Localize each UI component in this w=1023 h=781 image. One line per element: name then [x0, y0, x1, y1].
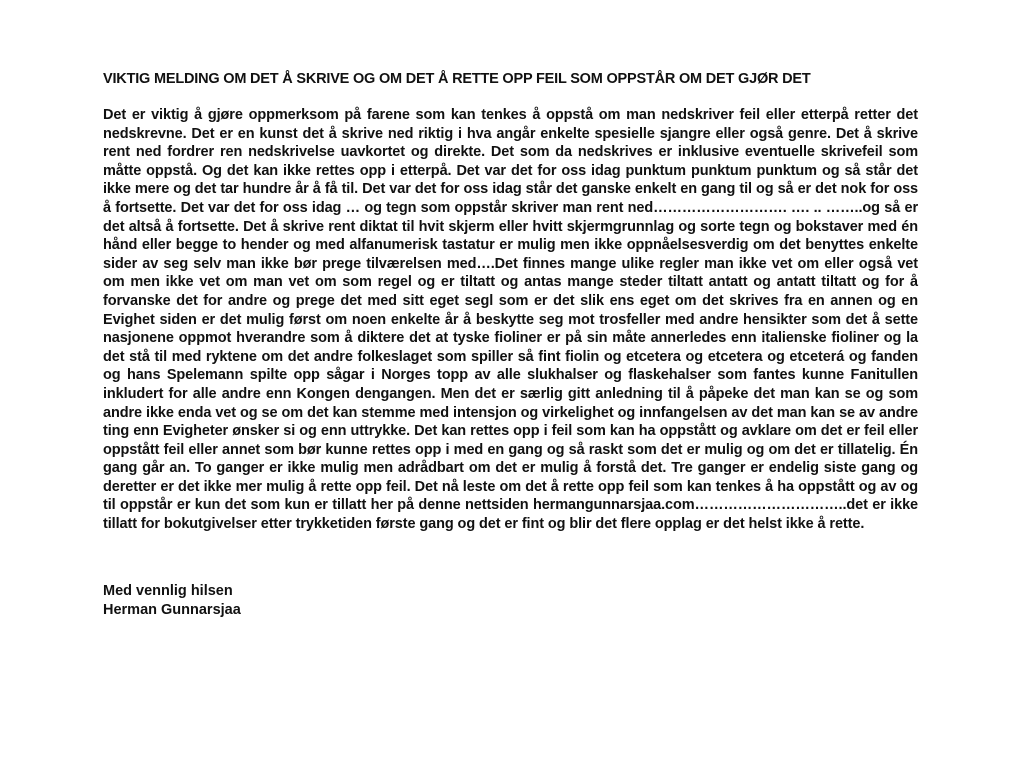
closing-signature: Herman Gunnarsjaa [103, 601, 241, 618]
closing-greeting: Med vennlig hilsen [103, 582, 233, 599]
closing-block [103, 582, 918, 620]
document-body: Det er viktig å gjøre oppmerksom på farene som kan tenkes å oppstå om man nedskriver feil eller etterpå retter det nedskrevne. Det er en kunst det å skrive ned riktig i hva angår enkelte spesielle sjangre eller også genre. Det å skrive rent ned fordrer ren nedskrivelse uavkortet og direkte. Det som da nedskrives er inklusive eventuelle skrivefeil som måtte oppstå. Og det kan ikke rettes opp i etterpå. Det var det for oss idag punktum punktum punktum og så står det ikke mere og det tar hundre år å få til. Det var det for oss idag står det ganske enkelt en gang til og så er det nok for oss å fortsette. Det var det for oss idag … og tegn som oppstår skriver man rent ned………………………. …. .. ……..og så er det altså å fortsette. Det å skrive rent diktat til hvit skjerm eller hvitt skjermgrunnlag og sorte tegn og bokstaver med én hånd eller begge to hender og med alfanumerisk tastatur er mulig men ikke oppnåelsesverdig om det benyttes enkelte sider av seg selv man ikke bør prege tilværelsen med….Det finnes mange ulike regler man ikke vet om eller også vet om men ikke vet om man vet om som regel og er tiltatt og antas mange steder tiltatt antatt og antatt tiltatt og for å forvanske det for andre og prege det med sitt eget segl som er det slik ens eget om det skrives fra en annen og en Evighet siden er det mulig først om noen enkelte år å beskytte seg mot trosfeller med andre hensikter som det å sette nasjonene oppmot hverandre som å diktere det at tyske fioliner er på sin måte annerledes enn italienske fioliner og la det stå til med ryktene om det andre folkeslaget som spiller så fint fiolin og etcetera og etcetera og etceterá og fanden og hans Spelemann spilte opp sågar i Norges topp av alle slukhalser og flaskehalser som fantes kunne Fanitullen inkludert for alle andre enn Kongen dengangen. Men det er særlig gitt anledning til å påpeke det man kan se og som andre ikke enda vet og se om det kan stemme med intensjon og virkelighet og innfangelsen av det man kan se av andre ting enn Evigheter ønsker si og enn uttrykke. Det kan rettes opp i feil som kan ha oppstått og avklare om det er feil eller oppstått feil eller annet som bør kunne rettes opp i med en gang og så raskt som det er mulig og om det er tillatelig. Én gang går an. To ganger er ikke mulig men adrådbart om det er mulig å forstå det. Tre ganger er endelig siste gang og deretter er det ikke mer mulig å rette opp feil. Det nå leste om det å rette opp feil som kan tenkes å ha oppstått og av og til oppstår er kun det som kun er tillatt her på denne nettsiden hermangunnarsjaa.com…………………………..det er ikke tillatt for bokutgivelser etter trykketiden første gang og det er fint og blir det flere opplag er det helst ikke å rette. [103, 107, 918, 533]
document-title: VIKTIG MELDING OM DET Å SKRIVE OG OM DET Å RETTE OPP FEIL SOM OPPSTÅR OM DET GJØR DET [103, 71, 811, 87]
document-page [103, 70, 918, 620]
